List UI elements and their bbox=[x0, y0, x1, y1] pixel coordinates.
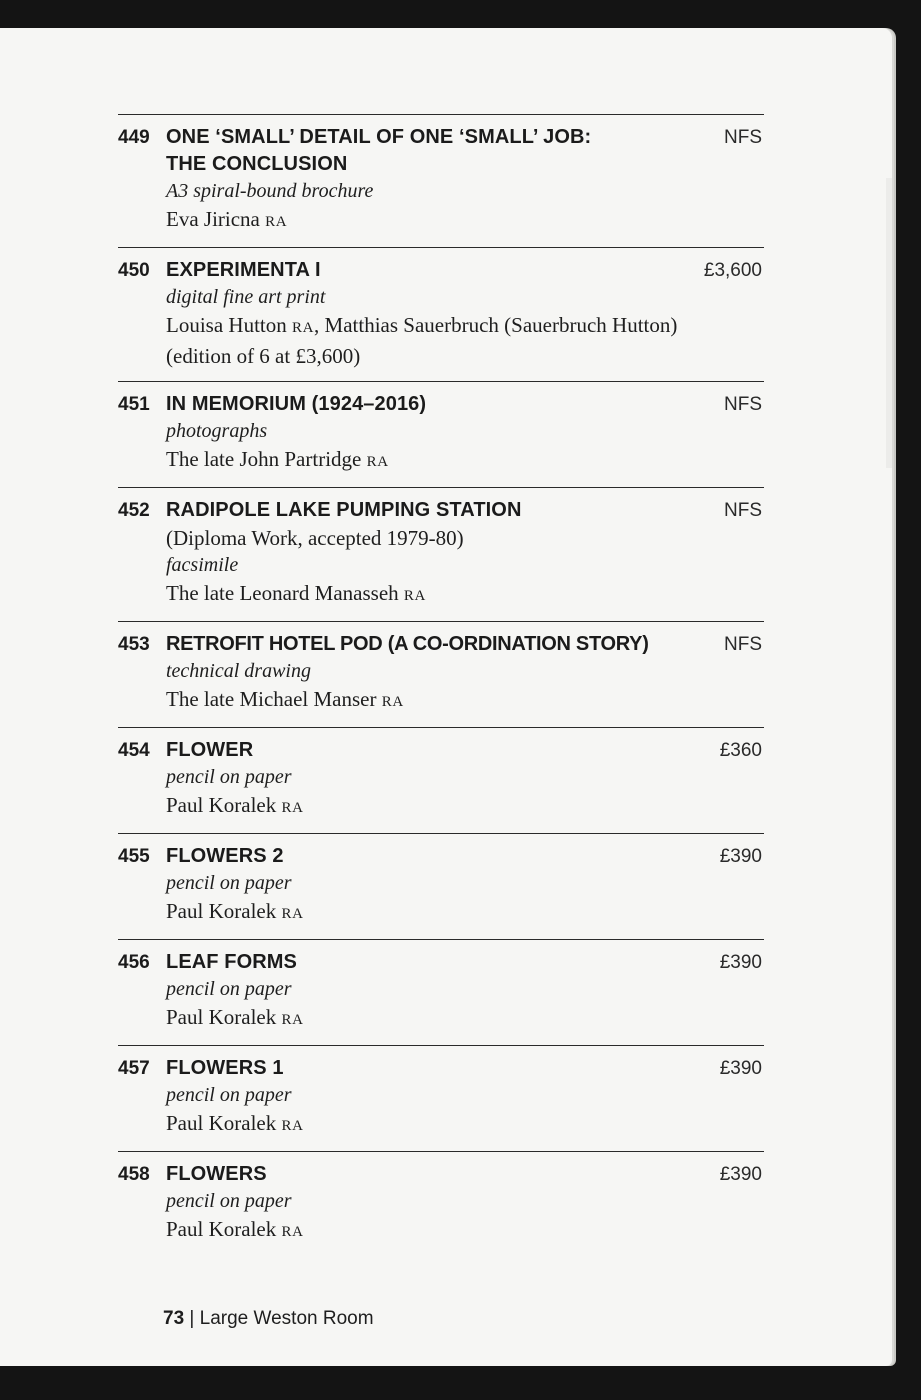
entry-medium: pencil on paper bbox=[166, 978, 292, 1000]
catalogue-page bbox=[0, 28, 892, 1366]
entry-number: 454 bbox=[118, 740, 150, 761]
entry-number: 455 bbox=[118, 846, 150, 867]
entry-artist: Paul Koralek RA bbox=[166, 1217, 304, 1241]
entry-number: 453 bbox=[118, 634, 150, 655]
entry-medium: pencil on paper bbox=[166, 872, 292, 894]
entry-title: LEAF FORMS bbox=[166, 951, 297, 973]
entry-medium: facsimile bbox=[166, 554, 239, 576]
entry-number: 451 bbox=[118, 394, 150, 415]
catalogue-entry-458 bbox=[118, 1151, 764, 1257]
entry-number: 449 bbox=[118, 127, 150, 148]
entry-price: £390 bbox=[719, 1058, 762, 1079]
entry-artist: The late Leonard Manasseh RA bbox=[166, 581, 426, 605]
entry-title: FLOWER bbox=[166, 739, 254, 761]
catalogue-list bbox=[118, 114, 764, 1257]
catalogue-entry-456 bbox=[118, 939, 764, 1045]
catalogue-entry-451 bbox=[118, 381, 764, 487]
entry-title: ONE ‘SMALL’ DETAIL OF ONE ‘SMALL’ JOB: THE CONCLUSION bbox=[166, 126, 592, 175]
entry-medium: A3 spiral-bound brochure bbox=[166, 180, 374, 202]
entry-price: £390 bbox=[719, 952, 762, 973]
catalogue-entry-452 bbox=[118, 487, 764, 621]
entry-number: 450 bbox=[118, 260, 150, 281]
entry-price: NFS bbox=[724, 500, 762, 521]
catalogue-entry-454 bbox=[118, 727, 764, 833]
footer-separator: | bbox=[189, 1308, 195, 1329]
entry-title: FLOWERS 1 bbox=[166, 1057, 284, 1079]
entry-note: (Diploma Work, accepted 1979-80) bbox=[166, 526, 464, 550]
page-number: 73 bbox=[163, 1308, 185, 1329]
page-edge-shading bbox=[886, 178, 892, 468]
entry-medium: pencil on paper bbox=[166, 1084, 292, 1106]
entry-price: NFS bbox=[724, 634, 762, 655]
catalogue-entry-457 bbox=[118, 1045, 764, 1151]
entry-price: NFS bbox=[724, 394, 762, 415]
entry-number: 458 bbox=[118, 1164, 150, 1185]
entry-medium: digital fine art print bbox=[166, 286, 326, 308]
room-name: Large Weston Room bbox=[199, 1308, 374, 1329]
entry-number: 457 bbox=[118, 1058, 150, 1079]
entry-title: FLOWERS 2 bbox=[166, 845, 284, 867]
catalogue-entry-453 bbox=[118, 621, 764, 727]
entry-medium: pencil on paper bbox=[166, 1190, 292, 1212]
entry-medium: technical drawing bbox=[166, 660, 311, 682]
entry-title: RETROFIT HOTEL POD (A CO-ORDINATION STORY) bbox=[166, 633, 649, 655]
entry-artist: The late John Partridge RA bbox=[166, 447, 389, 471]
entry-title: RADIPOLE LAKE PUMPING STATION bbox=[166, 499, 522, 521]
entry-medium: pencil on paper bbox=[166, 766, 292, 788]
entry-price: NFS bbox=[724, 127, 762, 148]
entry-number: 456 bbox=[118, 952, 150, 973]
entry-artist: Louisa Hutton RA, Matthias Sauerbruch (Sauerbruch Hutton) bbox=[166, 313, 678, 337]
catalogue-entry-455 bbox=[118, 833, 764, 939]
entry-title: FLOWERS bbox=[166, 1163, 267, 1185]
entry-price: £390 bbox=[719, 846, 762, 867]
entry-title: EXPERIMENTA I bbox=[166, 259, 321, 281]
entry-medium: photographs bbox=[166, 420, 268, 442]
catalogue-entry-449 bbox=[118, 114, 764, 247]
entry-artist: The late Michael Manser RA bbox=[166, 687, 404, 711]
entry-edition: (edition of 6 at £3,600) bbox=[166, 344, 361, 368]
entry-artist: Eva Jiricna RA bbox=[166, 207, 288, 231]
entry-price: £390 bbox=[719, 1164, 762, 1185]
entry-artist: Paul Koralek RA bbox=[166, 1005, 304, 1029]
entry-number: 452 bbox=[118, 500, 150, 521]
entry-price: £3,600 bbox=[703, 260, 762, 281]
entry-artist: Paul Koralek RA bbox=[166, 1111, 304, 1135]
page-footer bbox=[163, 1308, 374, 1330]
entry-artist: Paul Koralek RA bbox=[166, 793, 304, 817]
catalogue-entry-450 bbox=[118, 247, 764, 381]
entry-price: £360 bbox=[719, 740, 762, 761]
entry-title: IN MEMORIUM (1924–2016) bbox=[166, 393, 427, 415]
entry-artist: Paul Koralek RA bbox=[166, 899, 304, 923]
